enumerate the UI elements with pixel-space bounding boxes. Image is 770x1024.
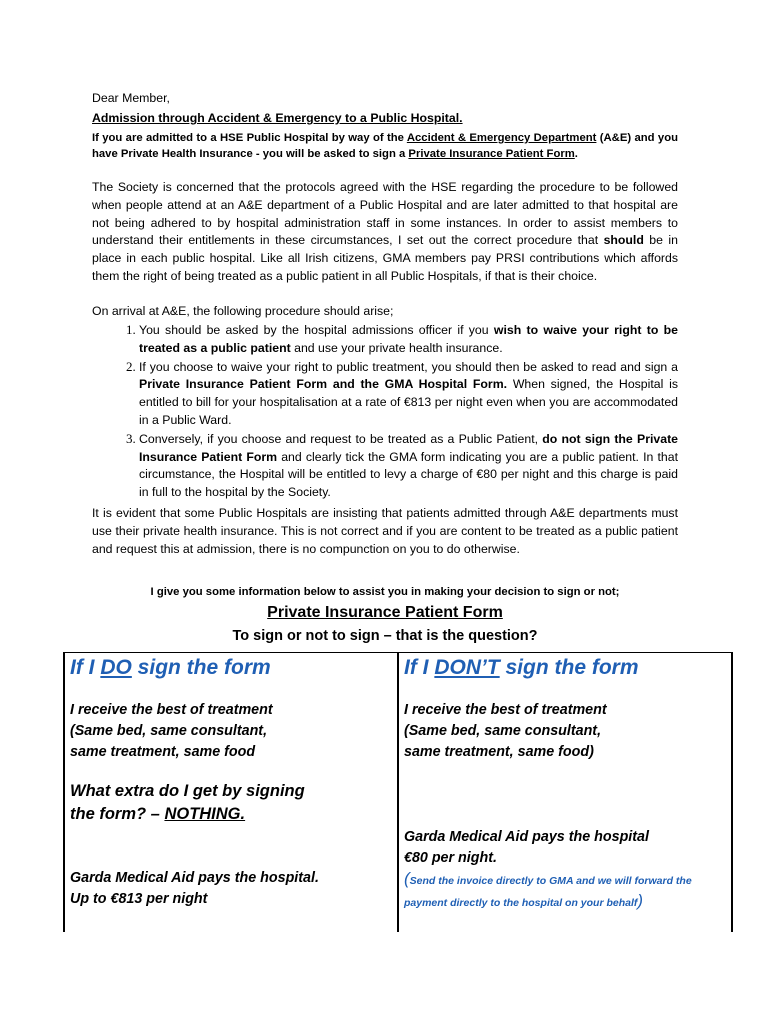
- form-name-text: Private Insurance Patient Form: [408, 148, 575, 160]
- table-right-border: [731, 652, 733, 932]
- intro-paragraph: If you are admitted to a HSE Public Hospital by way of the Accident & Emergency Department (A&E) and you have Private Health Insurance - you will be asked to sign a Private Insurance Patient Form.: [92, 132, 678, 160]
- procedure-item: 3. Conversely, if you choose and request to be treated as a Public Patient, do not sign the Private Insurance Patient Form and clearly tick the GMA form indicating you are a public patient. In that circumstance, the Hospital will be entitled to levy a charge of €80 per night and this charge is paid in full to the hospital by the Society.: [139, 430, 678, 502]
- info-line: I give you some information below to assist you in making your decision to sign or not;: [150, 586, 620, 598]
- concern-paragraph: The Society is concerned that the protocols agreed with the HSE regarding the procedure to be followed when people attend at an A&E department of a Public Hospital and are later admitted to that hospital are not being adhered to by hospital administration staff in some instances. In order to assist members to understand their entitlements in these circumstances, I set out the correct procedure that should be in place in each public hospital. Like all Irish citizens, GMA members pay PRSI contributions which affords them the right of being treated as a public patient in all Public Hospitals, if that is their choice.: [92, 180, 678, 283]
- table-left-border: [63, 652, 65, 932]
- procedure-item: 1. You should be asked by the hospital admissions officer if you wish to waive your right to be treated as a public patient and use your private health insurance.: [139, 321, 678, 358]
- left-extra: What extra do I get by signing the form? – NOTHING.: [70, 782, 305, 823]
- right-treatment: I receive the best of treatment (Same bed, same consultant, same treatment, same food): [404, 702, 607, 760]
- procedure-item: 2. If you choose to waive your right to public treatment, you should then be asked to read and sign a Private Insurance Patient Form and the GMA Hospital Form. When signed, the Hospital is entitled to bill for your hospitalisation at a rate of €813 per night even when you are accommodated in a Public Ward.: [139, 358, 678, 430]
- left-payment: Garda Medical Aid pays the hospital. Up to €813 per night: [70, 870, 319, 907]
- ae-department-text: Accident & Emergency Department: [406, 132, 597, 144]
- arrival-line: On arrival at A&E, the following procedure should arise;: [92, 304, 394, 318]
- form-title: Private Insurance Patient Form: [267, 604, 503, 621]
- left-treatment: I receive the best of treatment (Same bed, same consultant, same treatment, same food: [70, 702, 273, 760]
- evident-paragraph: It is evident that some Public Hospitals are insisting that patients admitted through A&E departments must use their private health insurance. This is not correct and if you are content to be treated as a public patient and request this at admission, there is no compunction on you to do otherwise.: [92, 506, 678, 556]
- right-column-heading: If I DON’T sign the form: [404, 656, 639, 679]
- greeting: Dear Member,: [92, 91, 170, 105]
- procedure-list: [92, 321, 678, 502]
- right-payment-note: (Send the invoice directly to GMA and we will forward the payment directly to the hospital on your behalf): [404, 869, 692, 910]
- right-payment: Garda Medical Aid pays the hospital €80 per night.: [404, 829, 649, 866]
- question-line: To sign or not to sign – that is the question?: [232, 628, 538, 644]
- table-divider: [397, 652, 399, 932]
- letter-heading: Admission through Accident & Emergency to a Public Hospital.: [92, 111, 463, 125]
- left-column-heading: If I DO sign the form: [70, 656, 271, 679]
